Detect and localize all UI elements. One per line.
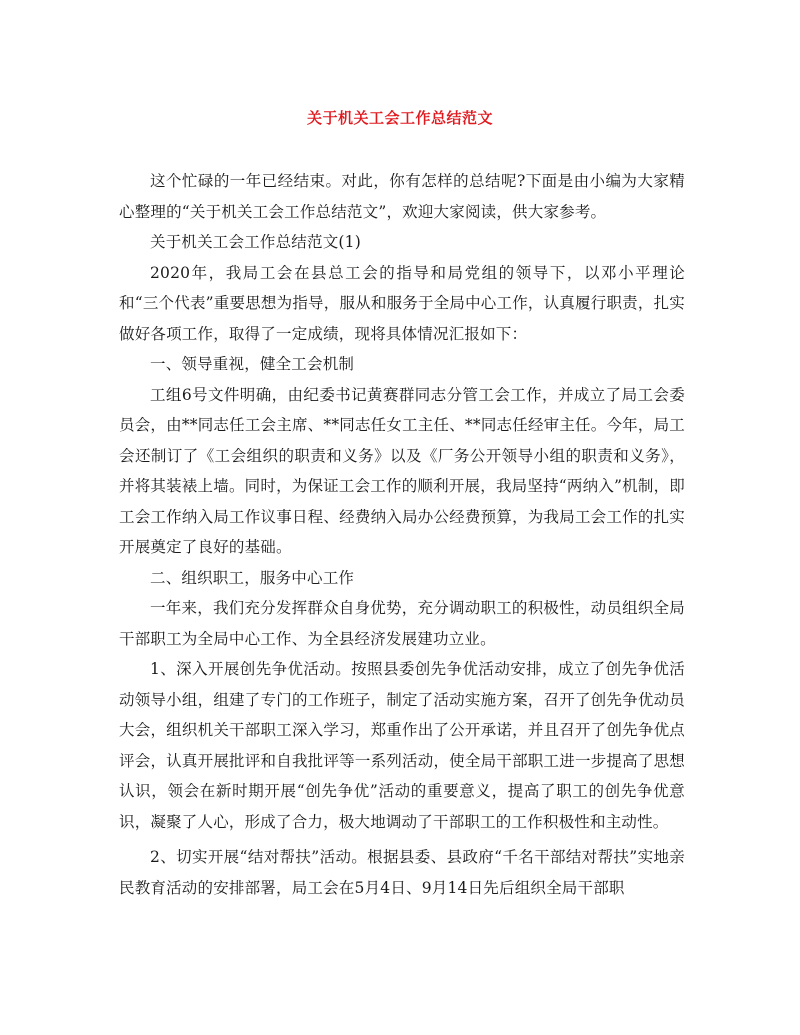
- document-title: 关于机关工会工作总结范文: [306, 109, 493, 127]
- item-2-paragraph: 2、切实开展“结对帮扶”活动。根据县委、县政府“千名干部结对帮扶”实地亲民教育活动的安排部署，局工会在5月4日、9月14日先后组织全局干部职: [119, 848, 685, 897]
- organize-staff-paragraph: 一年来，我们充分发挥群众自身优势，充分调动职工的积极性，动员组织全局干部职工为全局中心工作、为全县经济发展建功立业。: [119, 599, 685, 648]
- item-1-paragraph: 1、深入开展创先争优活动。按照县委创先争优活动安排，成立了创先争优活动领导小组，组建了专门的工作班子，制定了活动实施方案，召开了创先争优动员大会，组织机关干部职工深入学习，郑重作出了公开承诺，并且召开了创先争优点评会，认真开展批评和自我批评等一系列活动，使全局干部职工进一步提高了思想认识，领会在新时期开展“创先争优”活动的重要意义，提高了职工的创先争优意识，凝聚了人心，形成了合力，极大地调动了干部职工的工作积极性和主动性。: [119, 660, 685, 831]
- overview-paragraph: 2020年，我局工会在县总工会的指导和局党组的领导下，以邓小平理论和“三个代表”重要思想为指导，服从和服务于全局中心工作，认真履行职责，扎实做好各项工作，取得了一定成绩，现将具体情况汇报如下：: [119, 263, 685, 343]
- section-heading-organize-staff: 二、组织职工，服务中心工作: [150, 568, 355, 587]
- intro-paragraph: 这个忙碌的一年已经结束。对此，你有怎样的总结呢?下面是由小编为大家精心整理的“关于机关工会工作总结范文”，欢迎大家阅读，供大家参考。: [119, 172, 685, 221]
- leadership-paragraph: 工组6号文件明确，由纪委书记黄赛群同志分管工会工作，并成立了局工会委员会，由**同志任工会主席、**同志任女工主任、**同志任经审主任。今年，局工会还制订了《工会组织的职责和义务》以及《厂务公开领导小组的职责和义务》，并将其装裱上墙。同时，为保证工会工作的顺利开展，我局坚持“两纳入”机制，即工会工作纳入局工作议事日程、经费纳入局办公经费预算，为我局工会工作的扎实开展奠定了良好的基础。: [119, 385, 685, 556]
- document-body: [119, 166, 685, 903]
- section-heading-leadership: 一、领导重视，健全工会机制: [150, 355, 355, 373]
- section-heading-article-1: 关于机关工会工作总结范文(1): [150, 233, 361, 251]
